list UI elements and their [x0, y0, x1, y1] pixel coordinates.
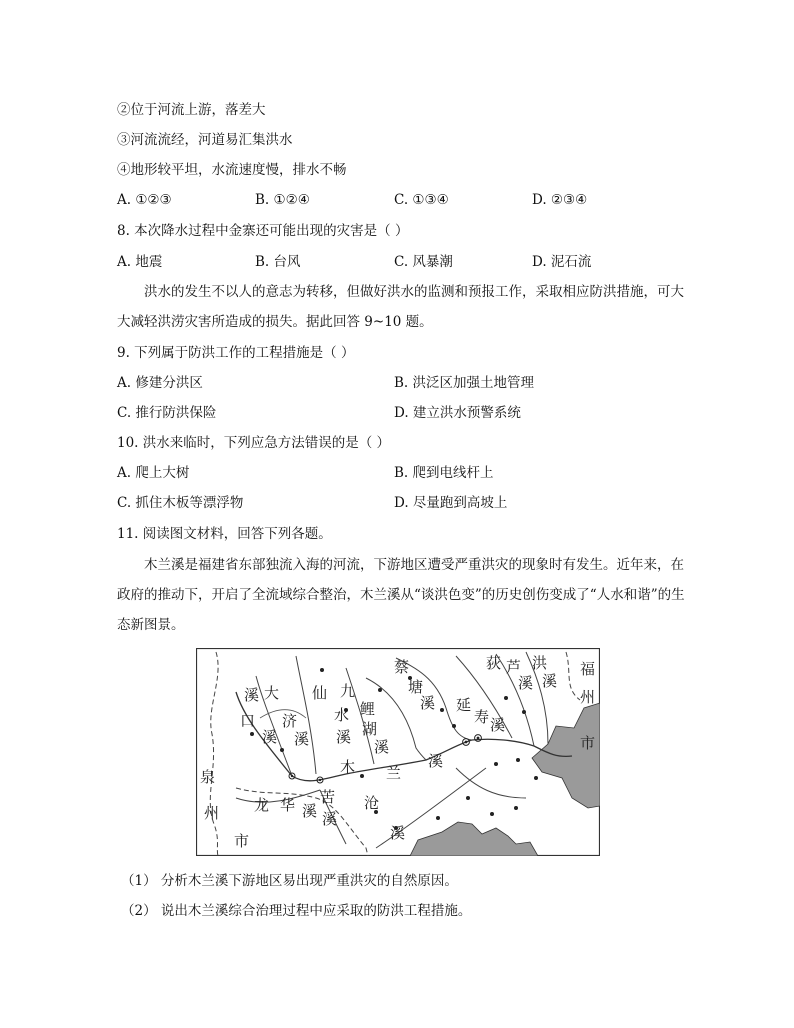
map-label: 九: [340, 682, 356, 700]
map-label: 蔡: [394, 658, 410, 676]
map-label: 市: [234, 832, 250, 850]
map-label: 济: [282, 712, 298, 730]
map-label: 芦: [506, 658, 522, 676]
q7-option-b: B. ①②④: [255, 192, 310, 208]
map-label: 溪: [244, 686, 260, 704]
q7-option-a: A. ①②③: [117, 192, 172, 208]
q7-option-c: C. ①③④: [394, 192, 449, 208]
q8-option-d: D. 泥石流: [532, 254, 592, 270]
q11-stem: 11. 阅读图文材料，回答下列各题。: [117, 526, 332, 542]
map-label: 塘: [408, 678, 424, 696]
map-label: 兰: [386, 764, 402, 782]
map-label: 溪: [302, 802, 318, 820]
map-label: 溪: [490, 716, 506, 734]
map-label: 溪: [374, 738, 390, 756]
map-label: 溪: [294, 730, 310, 748]
q8-stem: 8. 本次降水过程中金寨还可能出现的灾害是（ ）: [117, 223, 409, 239]
q10-option-d: D. 尽量跑到高坡上: [394, 495, 508, 511]
q7-item-4: ④地形较平坦，水流速度慢，排水不畅: [117, 162, 347, 178]
map-label: 木: [340, 758, 356, 776]
intro-paragraph: 洪水的发生不以人的意志为转移，但做好洪水的监测和预报工作，采取相应防洪措施，可大大减轻洪涝灾害所造成的损失。据此回答 9~10 题。: [117, 284, 684, 330]
q9-option-c: C. 推行防洪保险: [117, 405, 217, 421]
map-label: 福: [580, 660, 596, 678]
map-label: 州: [204, 804, 220, 822]
map-label: 溪: [518, 674, 534, 692]
map-label: 仙: [312, 684, 328, 702]
map-label: 苦: [320, 788, 336, 806]
q8-option-a: A. 地震: [117, 254, 163, 270]
q9-option-b: B. 洪泛区加强土地管理: [394, 375, 535, 391]
q11-sub-question-2: （2） 说出木兰溪综合治理过程中应采取的防洪工程措施。: [121, 903, 472, 919]
q11-passage: 木兰溪是福建省东部独流入海的河流，下游地区遭受严重洪灾的现象时有发生。近年来，在政府的推动下，开启了全流域综合整治，木兰溪从“谈洪色变”的历史创伤变成了“人水和谐”的生态新图景。: [117, 557, 685, 633]
map-label: 溪: [390, 824, 406, 842]
q7-item-3: ③河流流经，河道易汇集洪水: [117, 132, 293, 148]
q8-option-c: C. 风暴潮: [394, 254, 453, 270]
q9-option-d: D. 建立洪水预警系统: [394, 405, 521, 421]
mulan-river-map: [196, 648, 600, 856]
map-label: 水: [334, 706, 350, 724]
map-label: 口: [240, 712, 256, 730]
q11-sub-question-1: （1） 分析木兰溪下游地区易出现严重洪灾的自然原因。: [121, 873, 458, 889]
map-label: 溪: [428, 752, 444, 770]
map-label: 州: [580, 688, 596, 706]
map-label: 溪: [420, 694, 436, 712]
map-label: 湖: [362, 720, 378, 738]
map-label: 鲤: [360, 700, 376, 718]
q10-option-c: C. 抓住木板等漂浮物: [117, 495, 244, 511]
q10-option-a: A. 爬上大树: [117, 465, 190, 481]
q10-stem: 10. 洪水来临时，下列应急方法错误的是（ ）: [117, 435, 391, 451]
map-label: 溪: [262, 728, 278, 746]
map-label: 市: [580, 734, 596, 752]
map-label: 溪: [542, 672, 558, 690]
map-label: 溪: [322, 810, 338, 828]
map-label: 华: [280, 796, 296, 814]
map-label: 泉: [200, 768, 216, 786]
q7-item-2: ②位于河流上游，落差大: [117, 102, 266, 118]
map-label: 沧: [364, 794, 380, 812]
map-label: 洪: [532, 654, 548, 672]
q8-option-b: B. 台风: [255, 254, 301, 270]
q9-option-a: A. 修建分洪区: [117, 375, 203, 391]
map-label: 龙: [254, 796, 270, 814]
map-label: 溪: [336, 728, 352, 746]
q10-option-b: B. 爬到电线杆上: [394, 465, 494, 481]
map-label: 寿: [474, 708, 490, 726]
map-label: 大: [264, 684, 280, 702]
map-label: 荻: [486, 654, 502, 672]
map-label: 延: [456, 696, 472, 714]
q7-option-d: D. ②③④: [532, 192, 588, 208]
q9-stem: 9. 下列属于防洪工作的工程措施是（ ）: [117, 345, 355, 361]
